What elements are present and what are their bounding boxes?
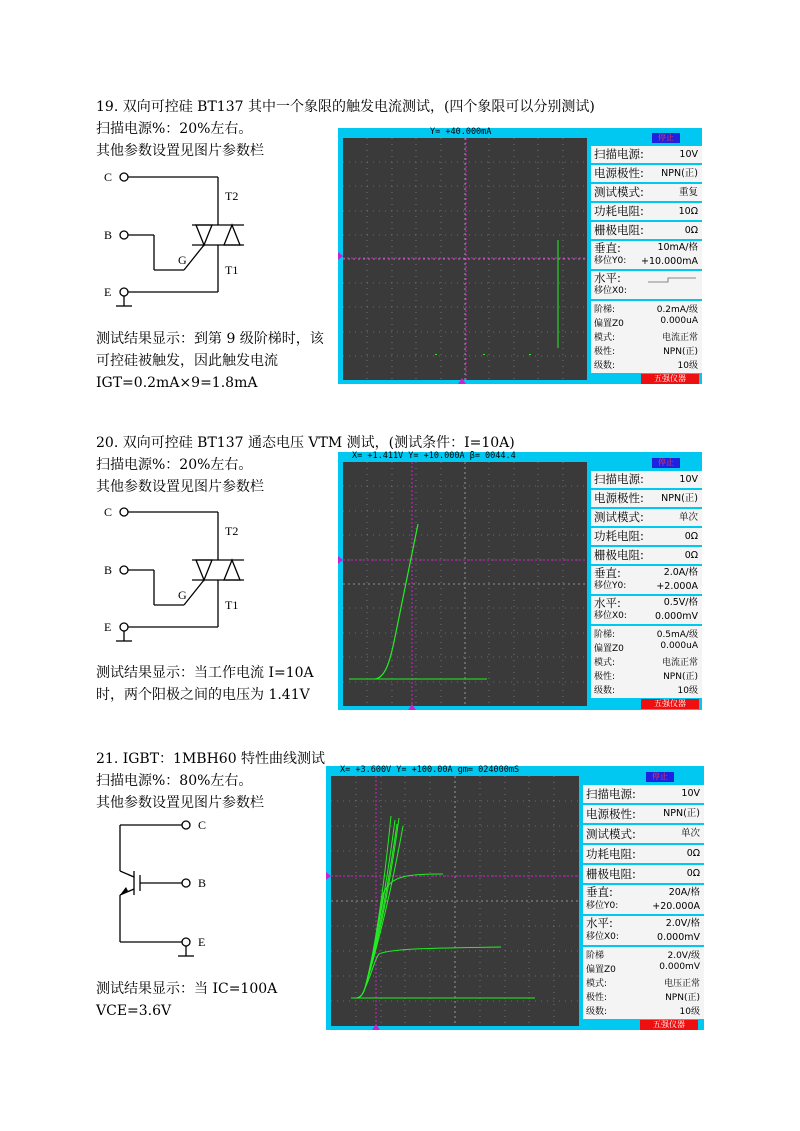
brand-label: 五强仪器	[641, 699, 699, 709]
curve-tracer-screenshot	[338, 452, 702, 710]
oscilloscope-screen	[343, 462, 587, 706]
result-line: 可控硅被触发，因此触发电流	[96, 353, 278, 369]
param-row: 扫描电源: 10V	[583, 785, 704, 803]
scan-power-text: 扫描电源%：20%左右。	[96, 457, 253, 473]
grid-display	[343, 138, 587, 380]
curve-tracer-screenshot	[326, 766, 704, 1030]
result-line: IGT=0.2mA×9=1.8mA	[96, 375, 258, 391]
label-c: C	[104, 170, 113, 184]
label-b: B	[198, 876, 207, 890]
grid-display	[331, 776, 579, 1026]
section-heading: 21. IGBT：1MBH60 特性曲线测试	[96, 751, 326, 767]
other-params-text: 其他参数设置见图片参数栏	[96, 143, 264, 159]
oscilloscope-screen	[343, 138, 587, 380]
label-c: C	[104, 505, 113, 519]
param-row: 栅极电阻: 0Ω	[591, 222, 702, 239]
result-line: 测试结果显示：到第 9 级阶梯时，该	[96, 331, 324, 347]
scan-power-text: 扫描电源%：20%左右。	[96, 121, 253, 137]
param-row: 栅极电阻: 0Ω	[583, 865, 704, 883]
curve-tracer-screenshot	[338, 128, 702, 384]
triac-circuit-diagram	[88, 165, 258, 310]
stop-button[interactable]: 停止	[652, 458, 680, 468]
section-heading: 20. 双向可控硅 BT137 通态电压 VTM 测试，(测试条件：I=10A)	[96, 435, 515, 451]
horizontal-settings: 水平: 2.0V/格 移位X0: 0.000mV	[583, 916, 704, 945]
vertical-settings: 垂直: 2.0A/格 移位Y0: +2.000A	[591, 566, 702, 594]
label-t2: T2	[225, 189, 239, 203]
marker-left	[326, 872, 332, 880]
param-row: 测试模式: 单次	[591, 509, 702, 526]
param-row: 测试模式: 单次	[583, 825, 704, 843]
param-row: 功耗电阻: 0Ω	[591, 528, 702, 545]
vertical-settings: 垂直: 20A/格 移位Y0: +20.000A	[583, 885, 704, 914]
label-t1: T1	[225, 263, 239, 277]
label-e: E	[104, 285, 112, 299]
result-line: 时，两个阳极之间的电压为 1.41V	[96, 687, 310, 703]
label-e: E	[104, 620, 112, 634]
label-b: B	[104, 228, 113, 242]
other-params-text: 其他参数设置见图片参数栏	[96, 795, 264, 811]
brand-label: 五强仪器	[641, 374, 699, 384]
brand-label: 五强仪器	[640, 1020, 698, 1030]
marker-left	[338, 252, 344, 260]
step-waveform-icon	[648, 275, 696, 283]
horizontal-settings: 水平: 移位X0:	[591, 271, 702, 299]
label-g: G	[178, 588, 187, 602]
scan-power-text: 扫描电源%：80%左右。	[96, 773, 253, 789]
stop-button[interactable]: 停止	[652, 133, 680, 143]
step-settings: 阶梯 2.0V/级 偏置Z0 0.000mV 模式: 电压正常 极性: NPN(正) 级数: 10级	[583, 947, 704, 1019]
param-row: 扫描电源: 10V	[591, 146, 702, 163]
label-c: C	[198, 818, 207, 832]
label-g: G	[178, 253, 187, 267]
step-settings: 阶梯: 0.2mA/级 偏置Z0 0.000uA 模式: 电流正常 极性: NPN(正) 级数: 10级	[591, 301, 702, 373]
param-row: 功耗电阻: 10Ω	[591, 203, 702, 220]
grid-display	[343, 462, 587, 706]
param-row: 电源极性: NPN(正)	[591, 490, 702, 507]
oscilloscope-screen	[331, 776, 579, 1026]
param-row: 功耗电阻: 0Ω	[583, 845, 704, 863]
step-settings: 阶梯: 0.5mA/级 偏置Z0 0.000uA 模式: 电流正常 极性: NPN(正) 级数: 10级	[591, 626, 702, 698]
stop-button[interactable]: 停止	[646, 772, 674, 782]
label-e: E	[198, 935, 206, 949]
param-row: 测试模式: 重复	[591, 184, 702, 201]
result-line: 测试结果显示：当工作电流 I=10A	[96, 665, 314, 681]
parameter-panel	[591, 128, 702, 384]
param-row: 电源极性: NPN(正)	[591, 165, 702, 182]
triac-circuit-diagram	[88, 500, 258, 645]
vertical-settings: 垂直: 10mA/格 移位Y0: +10.000mA	[591, 241, 702, 269]
marker-bottom	[408, 704, 416, 710]
result-line: VCE=3.6V	[96, 1003, 172, 1019]
cursor-readout: X= +3.600V Y= +100.00A gm= 024000mS	[340, 765, 520, 775]
param-row: 电源极性: NPN(正)	[583, 805, 704, 823]
label-t2: T2	[225, 524, 239, 538]
parameter-panel	[583, 766, 704, 1030]
other-params-text: 其他参数设置见图片参数栏	[96, 479, 264, 495]
cursor-readout: Y= +40.000mA	[430, 127, 492, 137]
igbt-circuit-diagram	[110, 815, 220, 965]
marker-bottom	[458, 378, 466, 384]
param-row: 扫描电源: 10V	[591, 471, 702, 488]
section-heading: 19. 双向可控硅 BT137 其中一个象限的触发电流测试，(四个象限可以分别测试)	[96, 99, 595, 115]
parameter-panel	[591, 452, 702, 710]
marker-left	[338, 556, 344, 564]
result-line: 测试结果显示：当 IC=100A	[96, 981, 278, 997]
label-t1: T1	[225, 598, 239, 612]
marker-bottom	[372, 1024, 380, 1030]
label-b: B	[104, 563, 113, 577]
horizontal-settings: 水平: 0.5V/格 移位X0: 0.000mV	[591, 596, 702, 624]
param-row: 栅极电阻: 0Ω	[591, 547, 702, 564]
cursor-readout: X= +1.411V Y= +10.000A β= 0044.4	[352, 451, 516, 461]
